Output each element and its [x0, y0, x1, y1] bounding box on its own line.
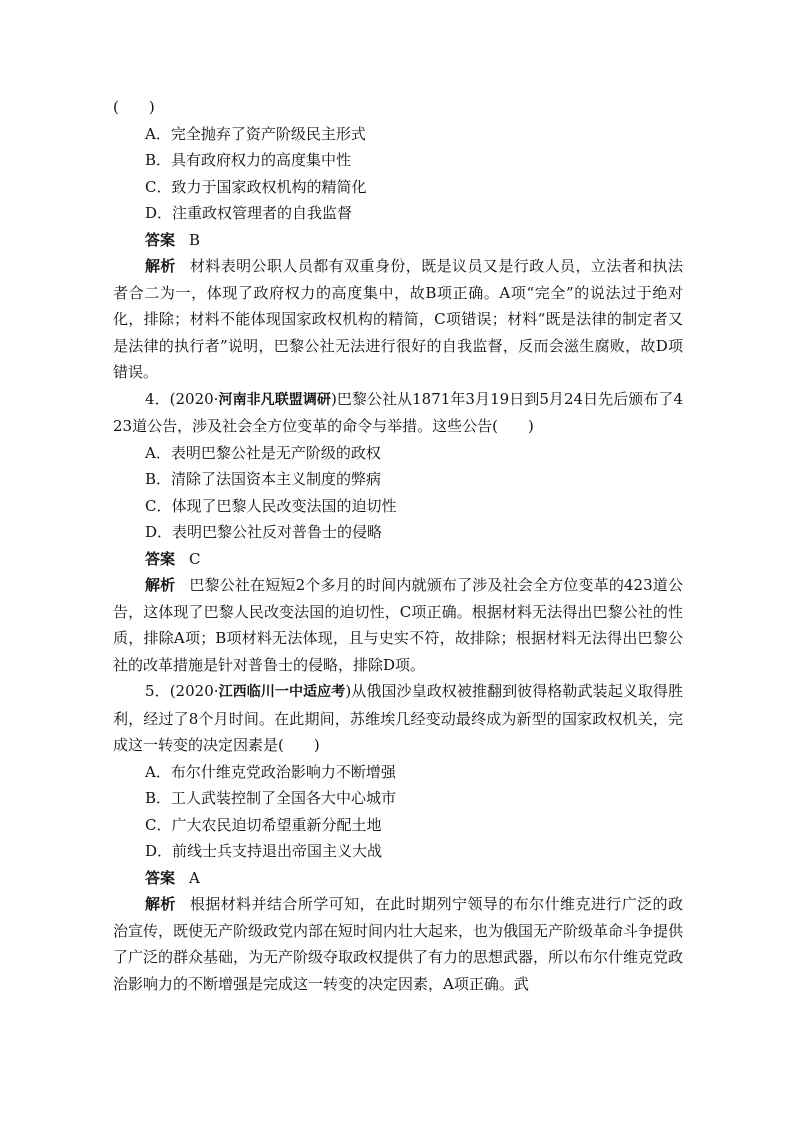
- question-stem: )从俄国沙皇政权被推翻到彼得格勒武装起义取得胜利，经过了8个月时间。在此期间，苏维埃几经变动最终成为新型的国家政权机关，完成这一转变的决定因素是( ): [113, 682, 684, 754]
- q4-answer: [113, 546, 683, 573]
- q4-analysis: [113, 572, 683, 678]
- q5-option-d: D．前线士兵支持退出帝国主义大战: [145, 842, 383, 860]
- q4-option-d: D．表明巴黎公社反对普鲁士的侵略: [145, 523, 383, 541]
- q3-bracket: ( ): [113, 98, 155, 116]
- q5-stem: [113, 678, 683, 759]
- analysis-text: 巴黎公社在短短2个多月的时间内就颁布了涉及社会全方位变革的423道公告，这体现了巴黎人民改变法国的迫切性，C项正确。根据材料无法得出巴黎公社的性质，排除A项；B项材料无法体现，且与史实不符，故排除；根据材料无法得出巴黎公社的改革措施是针对普鲁士的侵略，排除D项。: [113, 576, 683, 674]
- answer-label: 答案: [145, 549, 176, 568]
- answer-value: A: [189, 868, 200, 887]
- q4-option-a: A．表明巴黎公社是无产阶级的政权: [145, 443, 381, 462]
- question-source: 江西临川一中适应考: [218, 684, 346, 700]
- q4-stem: [113, 386, 683, 440]
- answer-value: B: [189, 230, 201, 249]
- q3-analysis: [113, 253, 683, 386]
- q5-option-a: A．布尔什维克党政治影响力不断增强: [145, 762, 396, 781]
- question-prefix: 4．(2020·: [145, 389, 219, 408]
- q3-option-b: B．具有政府权力的高度集中性: [145, 151, 352, 169]
- answer-value: C: [189, 549, 201, 568]
- question-stem: )巴黎公社从1871年3月19日到5月24日先后颁布了423道公告，涉及社会全方位变革的命令与举措。这些公告( ): [113, 389, 683, 435]
- question-source: 河南非凡联盟调研: [218, 391, 331, 408]
- analysis-label: 解析: [145, 895, 176, 913]
- analysis-label: 解析: [145, 576, 176, 594]
- analysis-text: 材料表明公职人员都有双重身份，既是议员又是行政人员，立法者和执法者合二为一，体现了政府权力的高度集中，故B项正确。A项“完全”的说法过于绝对化，排除；材料不能体现国家政权机构的精简，C项错误；材料“既是法律的制定者又是法律的执行者”说明，巴黎公社无法进行很好的自我监督，反而会滋生腐败，故D项错误。: [113, 257, 683, 381]
- q5-analysis: [113, 891, 683, 997]
- document-page: [113, 94, 683, 997]
- q5-option-c: C．广大农民迫切希望重新分配土地: [145, 815, 382, 834]
- q3-answer: [113, 227, 683, 254]
- q3-option-d: D．注重政权管理者的自我监督: [145, 204, 353, 222]
- q3-option-c: C．致力于国家政权机构的精简化: [145, 177, 367, 196]
- q4-option-b: B．清除了法国资本主义制度的弊病: [145, 470, 382, 488]
- analysis-text: 根据材料并结合所学可知，在此时期列宁领导的布尔什维克进行广泛的政治宣传，既使无产阶级政党内部在短时间内壮大起来，也为俄国无产阶级革命斗争提供了广泛的群众基础，为无产阶级夺取政权提供了有力的思想武器，所以布尔什维克党政治影响力的不断增强是完成这一转变的决定因素，A项正确。武: [113, 895, 684, 993]
- answer-label: 答案: [145, 868, 176, 887]
- question-prefix: 5．(2020·: [145, 682, 219, 700]
- answer-label: 答案: [145, 230, 176, 249]
- q5-answer: [113, 865, 683, 892]
- q5-option-b: B．工人武装控制了全国各大中心城市: [145, 789, 397, 807]
- analysis-label: 解析: [145, 257, 176, 275]
- q3-option-a: A．完全抛弃了资产阶级民主形式: [145, 124, 366, 143]
- q4-option-c: C．体现了巴黎人民改变法国的迫切性: [145, 496, 397, 515]
